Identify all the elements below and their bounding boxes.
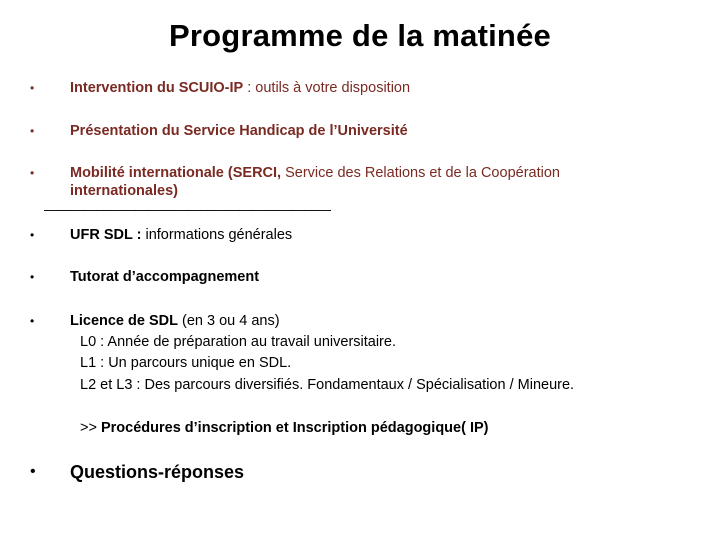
- bullet-marker: •: [30, 228, 35, 242]
- bullet-marker: •: [30, 314, 35, 328]
- bullet-marker: •: [30, 124, 35, 138]
- procedures-line: [80, 419, 488, 437]
- item-ufr-title: UFR SDL :: [70, 227, 142, 243]
- procedures-prefix: >>: [80, 420, 101, 436]
- bullet-marker: •: [30, 166, 35, 180]
- page-title: Programme de la matinée: [169, 18, 551, 53]
- item-ufr-desc: informations générales: [141, 227, 293, 243]
- licence-line-l0: L0 : Année de préparation au travail universitaire.: [80, 334, 396, 350]
- item-scuio-title: Intervention du SCUIO-IP: [70, 80, 244, 96]
- bullet-marker: •: [30, 81, 35, 95]
- licence-line-l2-l3: L2 et L3 : Des parcours diversifiés. Fondamentaux / Spécialisation / Mineure.: [80, 377, 575, 393]
- item-scuio-desc: : outils à votre disposition: [243, 80, 411, 96]
- bullet-marker: •: [30, 463, 36, 480]
- item-mobilite-title: Mobilité internationale (SERCI,: [70, 165, 282, 181]
- procedures-text: Procédures d’inscription et Inscription pédagogique( IP): [100, 420, 489, 436]
- item-mobilite-line2: internationales): [70, 183, 178, 199]
- licence-line-l1: L1 : Un parcours unique en SDL.: [80, 355, 292, 371]
- item-questions: Questions-réponses: [70, 462, 245, 482]
- item-handicap-title: Présentation du Service Handicap de l’Université: [70, 123, 408, 139]
- item-licence-title: Licence de SDL: [70, 313, 178, 329]
- bullet-marker: •: [30, 270, 35, 284]
- item-tutorat-title: Tutorat d’accompagnement: [70, 269, 260, 285]
- item-licence-desc: (en 3 ou 4 ans): [177, 313, 280, 329]
- item-mobilite-desc: Service des Relations et de la Coopération: [281, 165, 560, 181]
- section-separator: ——————————————————————: [44, 201, 330, 217]
